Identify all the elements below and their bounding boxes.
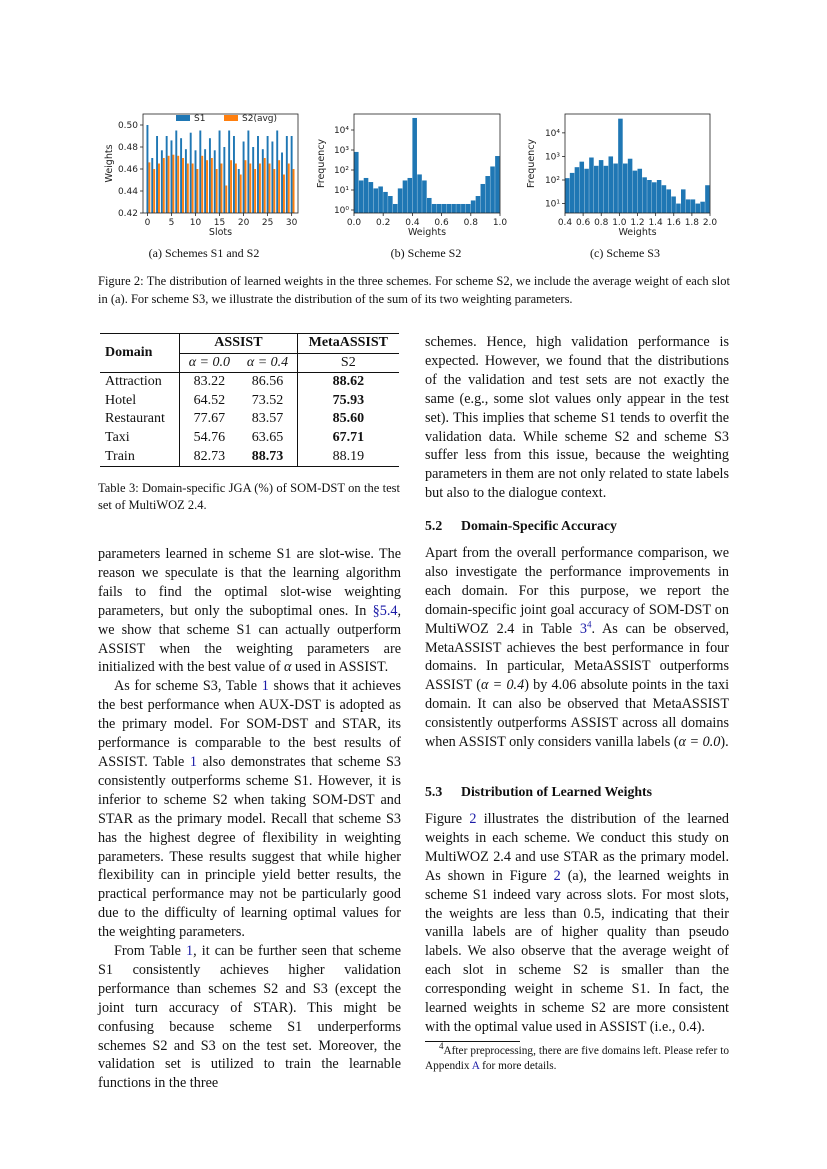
x-tick-label: 10 (189, 218, 202, 228)
bar-s1 (219, 131, 221, 214)
bar-s2 (288, 164, 290, 214)
x-tick-label: 25 (261, 218, 274, 228)
x-tick-label: 0.2 (376, 218, 391, 228)
right-column-mid (425, 544, 729, 752)
histogram-bar (676, 204, 681, 213)
header-assist: ASSIST (180, 334, 297, 354)
histogram-bar (633, 171, 638, 213)
histogram-bar (412, 118, 417, 213)
histogram-bar (451, 204, 456, 213)
paragraph: Apart from the overall performance comparison, we also investigate the performance improvements in each domain. For this purpose, we report the domain-specific joint goal accuracy of SOM-DST on MultiWOZ 2.4 in Table 3$^4$. As can be observed, MetaASSIST achieves the best performance in four domains. In particular, MetaASSIST outperforms ASSIST (α = 0.4) by 4.06 absolute points in the taxi domain. It can also be observed that MetaASSIST consistently outperforms ASSIST across all domains when ASSIST only considers vanilla labels (α = 0.0). (425, 545, 730, 751)
bar-s1 (180, 138, 182, 213)
subcaption-b: (b) Scheme S2 (390, 246, 462, 260)
histogram-bar (671, 196, 676, 213)
bar-s2 (230, 160, 232, 213)
right-column-bottom (425, 810, 729, 1037)
cell-value: 82.73 (180, 448, 239, 467)
legend-swatch-s2 (224, 115, 238, 121)
histogram-bar (589, 158, 594, 213)
bar-s1 (286, 136, 288, 213)
bar-s2 (148, 162, 150, 213)
histogram-bar (471, 200, 476, 213)
header-metaassist: MetaASSIST (297, 334, 399, 354)
histogram-bar (580, 162, 585, 213)
bar-s1 (223, 147, 225, 213)
bar-s2 (278, 160, 280, 213)
bar-s2 (177, 156, 179, 213)
bar-s2 (264, 158, 266, 213)
histogram-bar (373, 188, 378, 213)
histogram-bar (393, 204, 398, 213)
x-tick-label: 0.4 (405, 218, 420, 228)
x-tick-label: 1.0 (612, 218, 627, 228)
x-axis-label: Weights (618, 227, 657, 238)
table-row (100, 392, 399, 411)
histogram-bar (461, 204, 466, 213)
subcaption-c: (c) Scheme S3 (590, 246, 660, 260)
cell-domain: Restaurant (100, 410, 180, 429)
cell-value: 83.57 (251, 411, 284, 427)
subcaption-a: (a) Schemes S1 and S2 (148, 246, 260, 260)
bar-s2 (163, 158, 165, 213)
cell-domain: Attraction (100, 373, 180, 392)
y-tick-label: 0.50 (117, 121, 138, 131)
cell-domain: Taxi (100, 429, 180, 448)
legend-swatch-s1 (176, 115, 190, 121)
subheader-alpha-0: α = 0.0 (180, 353, 239, 373)
y-tick-label: 10³ (544, 152, 560, 163)
figure-link[interactable]: 2 (469, 811, 477, 827)
y-tick-label: 10² (544, 176, 560, 186)
histogram-bar (398, 188, 403, 213)
bar-s1 (185, 149, 187, 213)
subheader-s2: S2 (297, 353, 399, 373)
histogram-bar (667, 189, 672, 213)
x-tick-label: 0.0 (346, 218, 362, 228)
bar-s1 (151, 158, 153, 213)
histogram-bar (652, 182, 657, 213)
histogram-bar (696, 204, 701, 213)
bar-s1 (281, 153, 283, 214)
chart-schemes-s1-s2 (100, 110, 300, 238)
y-tick-label: 10² (333, 166, 349, 176)
histogram-bar (623, 164, 628, 213)
histogram-bar (442, 204, 447, 213)
histogram-bar (565, 178, 570, 213)
histogram-bar (437, 204, 442, 213)
paragraph: parameters learned in scheme S1 are slot-wise. The reason we speculate is that the learning algorithm fails to find the optimal slot-wise weighting parameters, but only the suboptimal ones. In §5.4, we show that scheme S1 can actually outperform ASSIST when the weighting parameters are initialized with the best value of α used in ASSIST. (98, 546, 401, 676)
cell-value: 73.52 (251, 392, 284, 408)
bar-s1 (276, 131, 278, 214)
table-link[interactable]: 1 (189, 753, 197, 770)
y-axis-label: Frequency (526, 138, 537, 189)
histogram-bar (681, 189, 686, 213)
x-axis-label: Weights (407, 227, 447, 238)
histogram-bar (647, 180, 652, 213)
x-tick-label: 0.4 (557, 218, 573, 228)
table-row (100, 410, 399, 429)
figure-link[interactable]: 2 (553, 867, 561, 884)
histogram-bar (378, 186, 383, 213)
histogram-bar (618, 119, 623, 213)
x-tick-label: 1.8 (684, 218, 700, 228)
bar-s2 (245, 160, 247, 213)
histogram-bar (359, 180, 364, 213)
histogram-bar (403, 180, 408, 213)
bar-s1 (199, 131, 201, 214)
bar-s2 (283, 175, 285, 214)
histogram-bar (575, 167, 580, 213)
histogram-bar (584, 169, 589, 213)
y-tick-label: 10⁰ (333, 206, 349, 216)
histogram-bar (642, 177, 647, 213)
histogram-bar (657, 180, 662, 213)
table-row (100, 448, 399, 467)
bar-s2 (172, 155, 174, 213)
cell-value: 88.19 (297, 448, 399, 467)
cell-value: 83.22 (193, 374, 226, 390)
x-tick-label: 1.4 (648, 218, 663, 228)
x-tick-label: 15 (213, 218, 226, 228)
histogram-bar (408, 178, 413, 213)
bar-s2 (235, 164, 237, 214)
cell-value: 64.52 (193, 392, 226, 408)
bar-s1 (267, 136, 269, 213)
histogram-bar (691, 199, 696, 213)
y-tick-label: 10⁴ (544, 128, 560, 139)
domain-jga-table (100, 333, 399, 467)
histogram-bar (638, 169, 643, 213)
bar-s1 (171, 140, 173, 213)
bar-s2 (196, 169, 198, 213)
section-heading-5-2: 5.2 Domain-Specific Accuracy (425, 518, 617, 533)
x-tick-label: 1.2 (630, 218, 645, 228)
bar-s1 (233, 136, 235, 213)
histogram-bar (388, 196, 393, 213)
paragraph: From Table 1, it can be further seen that scheme S1 consistently achieves higher validation performance than schemes S2 and S3 (except the joint turn accuracy of STAR). This might be confusing because scheme S1 underperforms schemes S2 and S3 on the test set. Moreover, the validation set is utilized to train the learnable functions in the three (98, 943, 401, 1092)
histogram-bar (594, 166, 599, 213)
footnote: $^4$After preprocessing, there are five domains left. Please refer to Appendix A for more details. (425, 1041, 729, 1072)
paragraph: As for scheme S3, Table 1 shows that it achieves the best performance when AUX-DST is adopted as the primary model. For SOM-DST and STAR, its performance is comparable to the best results of ASSIST. Table 1 also demonstrates that scheme S3 consistently outperforms scheme S1. However, it is inferior to scheme S2 when taking SOM-DST and STAR as the primary model. Recall that scheme S3 has the highest degree of flexibility in weighting parameters. These results suggest that while higher flexibility can in principle yield better results, the practical performance may not be particularly good due to the difficulty of learning optimal values for the weighting parameters. (98, 678, 401, 941)
bar-s2 (254, 169, 256, 213)
y-tick-label: 10¹ (544, 199, 560, 210)
x-tick-label: 30 (285, 218, 298, 228)
histogram-bar (609, 156, 614, 213)
bar-s2 (182, 158, 184, 213)
bar-s2 (293, 169, 295, 213)
table-caption: Table 3: Domain-specific JGA (%) of SOM-DST on the test set of MultiWOZ 2.4. (98, 481, 400, 512)
bar-s1 (146, 125, 148, 213)
x-tick-label: 0 (144, 218, 151, 228)
bar-s1 (156, 136, 158, 213)
y-tick-label: 10¹ (333, 186, 349, 196)
bar-s2 (273, 169, 275, 213)
histogram-bar (417, 174, 422, 213)
x-tick-label: 2.0 (702, 218, 718, 228)
histogram-bar (422, 180, 427, 213)
histogram-bar (495, 156, 500, 213)
footnote-marker[interactable]: 4 (586, 618, 592, 629)
x-tick-label: 1.6 (666, 218, 681, 228)
bar-s1 (214, 150, 216, 213)
bar-s1 (175, 131, 177, 214)
section-heading-5-3: 5.3 Distribution of Learned Weights (425, 784, 653, 799)
bar-s1 (247, 131, 249, 214)
cell-value: 86.56 (251, 374, 284, 390)
y-tick-label: 0.44 (117, 187, 138, 197)
bar-s1 (238, 169, 240, 213)
table-link[interactable]: 1 (261, 678, 269, 695)
histogram-bar (466, 204, 471, 213)
table-row (100, 429, 399, 448)
histogram-bar (456, 204, 461, 213)
histogram-bar (369, 182, 374, 213)
bar-s1 (243, 142, 245, 214)
histogram-bar (476, 196, 481, 213)
paragraph: Figure 2 illustrates the distribution of the learned weights in each scheme. We conduct this study on MultiWOZ 2.4 and use STAR as the primary model. As shown in Figure 2 (a), the learned weights in scheme S1 indeed vary across slots. For most slots, the weights are less than 0.5, indicating that their vanilla labels are of higher quality than pseudo labels. We also observe that the average weight of each slot in scheme S2 is smaller than the corresponding weight in scheme S1. In fact, the learned weights in scheme S2 are more consistent with the optimal value used in ASSIST (i.e., 0.4). (425, 811, 729, 1035)
table-link[interactable]: 1 (186, 943, 194, 960)
bar-s1 (271, 142, 273, 214)
bar-s1 (252, 147, 254, 213)
section-link[interactable]: §5.4 (372, 602, 398, 619)
histogram-bar (613, 164, 618, 213)
legend-label-s1: S1 (194, 114, 206, 124)
cell-value: 75.93 (297, 392, 399, 411)
y-axis-label: Weights (104, 144, 115, 183)
x-tick-label: 0.6 (575, 218, 591, 228)
table-link[interactable]: 3 (579, 620, 587, 637)
bar-s2 (206, 160, 208, 213)
bar-s1 (228, 131, 230, 214)
bar-s2 (211, 158, 213, 213)
cell-value: 67.71 (297, 429, 399, 448)
cell-value: 85.60 (297, 410, 399, 429)
bar-s2 (221, 164, 223, 214)
bar-s2 (240, 175, 242, 214)
x-tick-label: 5 (168, 218, 175, 228)
cell-value: 88.73 (238, 448, 297, 467)
x-tick-label: 0.8 (463, 218, 478, 228)
bar-s2 (259, 164, 261, 214)
bar-s1 (195, 150, 197, 213)
histogram-bar (383, 192, 388, 213)
bar-s1 (190, 133, 192, 213)
subheader-alpha-04: α = 0.4 (238, 353, 297, 373)
header-domain: Domain (100, 334, 180, 373)
histogram-bar (599, 160, 604, 213)
right-column-top (425, 333, 729, 503)
bar-s2 (192, 164, 194, 214)
y-tick-label: 10³ (333, 146, 349, 156)
x-tick-label: 0.6 (434, 218, 449, 228)
bar-s1 (262, 149, 264, 213)
bar-s2 (249, 164, 251, 214)
histogram-bar (427, 198, 432, 213)
cell-value: 88.62 (297, 373, 399, 392)
histogram-bar (481, 184, 486, 213)
x-tick-label: 20 (237, 218, 250, 228)
chart-scheme-s3 (520, 110, 730, 238)
bar-s2 (158, 164, 160, 214)
y-tick-label: 0.48 (117, 143, 138, 153)
bar-s2 (216, 169, 218, 213)
histogram-bar (490, 166, 495, 213)
bar-s2 (269, 164, 271, 214)
legend-label-s2: S2(avg) (242, 114, 278, 124)
y-tick-label: 0.42 (117, 209, 138, 219)
x-tick-label: 1.0 (492, 218, 508, 228)
histogram-bar (628, 159, 633, 213)
bar-s1 (166, 136, 168, 213)
histogram-bar (604, 166, 609, 213)
bar-s2 (201, 156, 203, 213)
paragraph: schemes. Hence, high validation performance is expected. However, we found that the distributions of the validation and test sets are not exactly the same (e.g., some slot values only appear in the test set). This implies that scheme S1 tends to overfit the validation data. While scheme S2 and scheme S3 suffer less from this issue, because the weighting parameters in them are not only related to state labels but also to the dialogue context. (425, 334, 729, 502)
figure-caption: Figure 2: The distribution of learned weights in the three schemes. For scheme S2, we include the average weight of each slot in (a). For scheme S3, we illustrate the distribution of the sum of its two weighting parameters. (98, 274, 730, 306)
bar-s1 (257, 136, 259, 213)
histogram-bar (686, 199, 691, 213)
x-tick-label: 0.8 (594, 218, 609, 228)
histogram-bar (354, 152, 359, 213)
appendix-link[interactable]: A (471, 1060, 480, 1072)
bar-s1 (161, 150, 163, 213)
cell-domain: Train (100, 448, 180, 467)
histogram-bar (446, 204, 451, 213)
histogram-bar (364, 178, 369, 213)
histogram-bar (485, 176, 490, 213)
histogram-bar (705, 185, 710, 213)
bar-s2 (225, 186, 227, 214)
bar-s2 (187, 164, 189, 214)
bar-s1 (291, 136, 293, 213)
chart-scheme-s2 (310, 110, 510, 238)
histogram-bar (662, 185, 667, 213)
bar-s2 (168, 156, 170, 213)
cell-value: 77.67 (193, 411, 226, 427)
table-row (100, 373, 399, 392)
bar-s1 (209, 138, 211, 213)
cell-value: 63.65 (251, 429, 284, 445)
y-tick-label: 0.46 (117, 165, 138, 175)
cell-domain: Hotel (100, 392, 180, 411)
x-axis-label: Slots (208, 227, 233, 238)
histogram-bar (432, 204, 437, 213)
y-axis-label: Frequency (316, 138, 327, 189)
histogram-bar (700, 202, 705, 213)
y-tick-label: 10⁴ (333, 126, 349, 136)
histogram-bar (570, 173, 575, 213)
bar-s1 (204, 149, 206, 213)
cell-value: 54.76 (193, 429, 226, 445)
bar-s2 (153, 169, 155, 213)
left-column (98, 545, 401, 1093)
